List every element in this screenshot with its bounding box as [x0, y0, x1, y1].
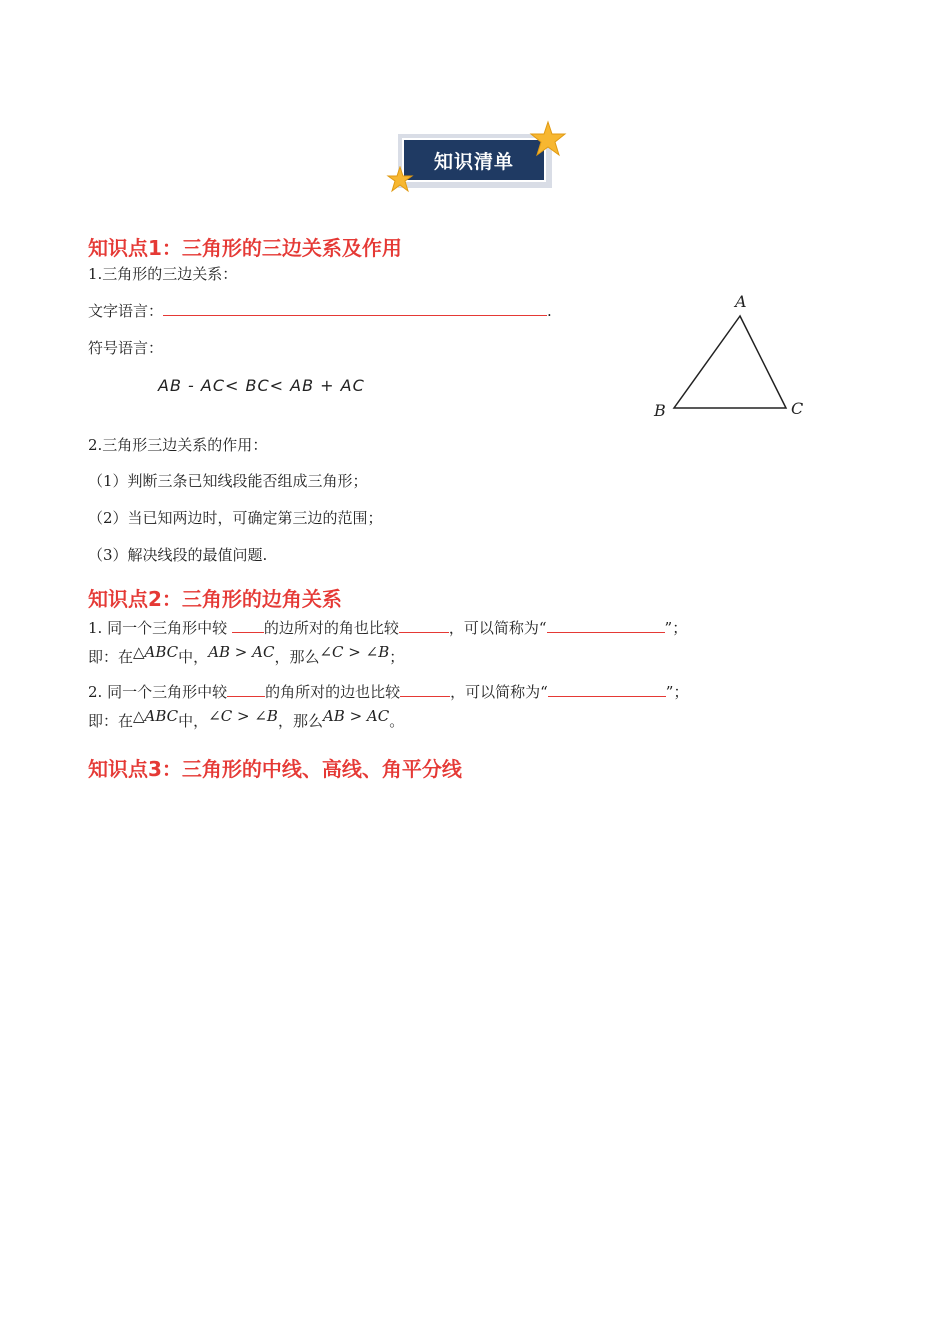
star-icon-top [528, 120, 568, 160]
section3-heading: 知识点3：三角形的中线、高线、角平分线 [88, 757, 462, 781]
rule1-blank-1[interactable] [232, 618, 264, 633]
rule1-blank-3[interactable] [547, 618, 665, 633]
rule2-mid: 的角所对的边也比较 [265, 683, 401, 701]
rule1-example-prefix: 即：在 [88, 648, 134, 666]
text-language-line [88, 301, 552, 321]
rule1-example-line [88, 643, 405, 667]
vertex-label-b: B [654, 401, 666, 420]
rule2-tail: ，可以简称为“ [450, 683, 548, 701]
triangle-shape [674, 316, 786, 408]
vertex-label-a: A [735, 292, 747, 311]
rule1-in: 中， [178, 648, 209, 666]
rule1-result: ∠C > ∠B [319, 643, 390, 661]
rule2-prefix: 2. 同一个三角形中较 [88, 683, 228, 701]
section1-heading: 知识点1：三角形的三边关系及作用 [88, 236, 402, 260]
rule2-result: AB > AC [322, 707, 390, 725]
symbol-language-label: 符号语言： [88, 339, 164, 357]
section1-item2-title: 2.三角形三边关系的作用： [88, 436, 268, 454]
rule2-example-prefix: 即：在 [88, 712, 134, 730]
rule1-triangle-symbol: △ABC [133, 643, 179, 661]
rule1-blank-2[interactable] [399, 618, 449, 633]
rule2-line [88, 682, 688, 702]
section2-heading: 知识点2：三角形的边角关系 [88, 587, 342, 611]
rule2-condition: ∠C > ∠B [208, 707, 278, 725]
use-item-2: （2）当已知两边时，可确定第三边的范围； [88, 509, 383, 527]
rule2-then: ，那么 [277, 712, 323, 730]
rule1-line [88, 618, 687, 638]
vertex-label-c: C [791, 399, 804, 418]
text-language-label: 文字语言： [88, 302, 164, 320]
rule2-close: ”； [665, 683, 689, 701]
use-item-1: （1）判断三条已知线段能否组成三角形； [88, 472, 368, 490]
rule1-tail: ，可以简称为“ [448, 619, 547, 637]
rule1-then: ，那么 [274, 648, 320, 666]
rule1-mid: 的边所对的角也比较 [263, 619, 399, 637]
use-item-3: （3）解决线段的最值问题. [88, 546, 268, 564]
rule2-triangle-symbol: △ABC [133, 707, 179, 725]
rule2-blank-1[interactable] [227, 682, 265, 697]
rule2-example-line [88, 707, 405, 731]
banner-title: 知识清单 [402, 138, 546, 182]
rule2-blank-3[interactable] [548, 682, 666, 697]
rule1-prefix: 1. 同一个三角形中较 [88, 619, 232, 637]
triangle-inequality-formula: AB - AC< BC< AB + AC [158, 376, 365, 395]
section1-item1-title: 1.三角形的三边关系： [88, 265, 238, 283]
rule1-end: ； [389, 648, 405, 666]
text-language-end: . [547, 302, 552, 320]
text-language-blank[interactable] [163, 301, 547, 316]
rule2-blank-2[interactable] [400, 682, 450, 697]
rule1-close: ”； [664, 619, 688, 637]
rule2-in: 中， [178, 712, 209, 730]
rule2-end: 。 [389, 712, 405, 730]
star-icon-bottom [386, 166, 414, 194]
rule1-condition: AB > AC [208, 643, 275, 661]
